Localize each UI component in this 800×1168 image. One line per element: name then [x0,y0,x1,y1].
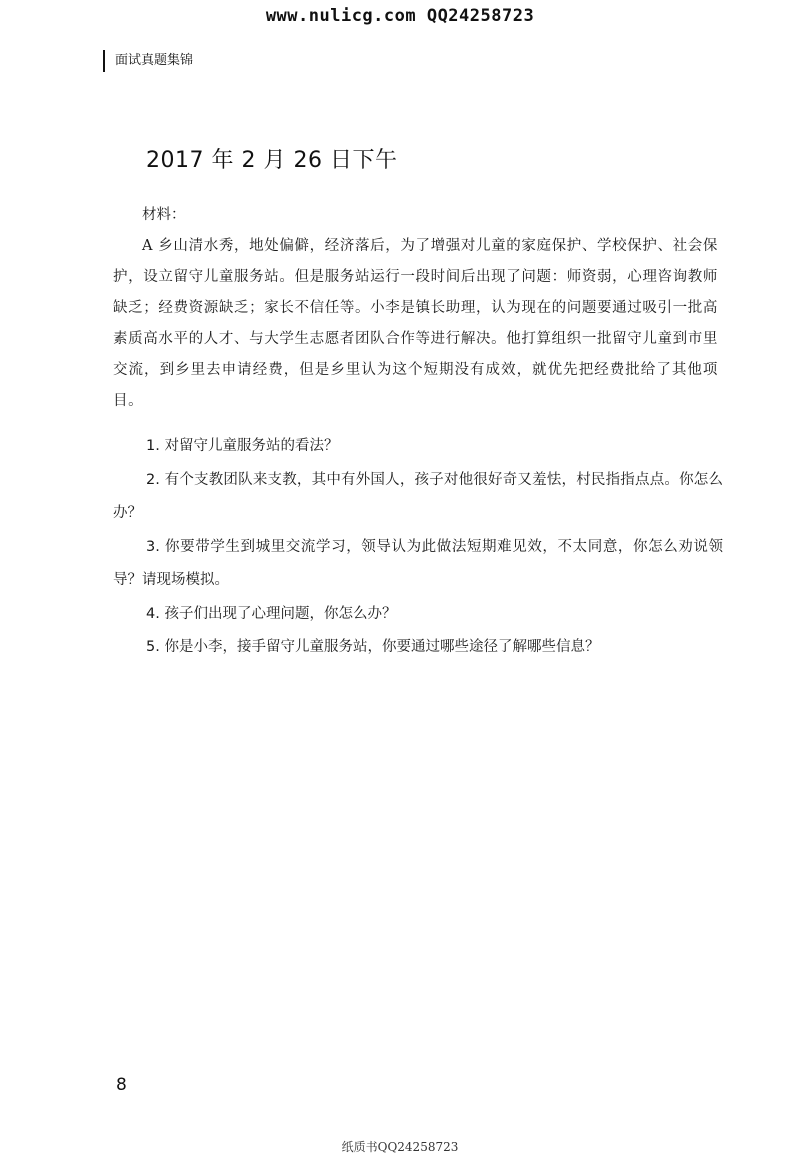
question-item: 3. 你要带学生到城里交流学习，领导认为此做法短期难见效，不太同意，你怎么劝说领导？请现场模拟。 [113,538,723,588]
question-item: 2. 有个支教团队来支教，其中有外国人，孩子对他很好奇又羞怯，村民指指点点。你怎么办？ [113,471,723,521]
material-section [113,200,718,417]
question-item: 1. 对留守儿童服务站的看法？ [146,438,339,454]
watermark-header: www.nulicg.com QQ24258723 [265,6,535,26]
question-list [113,430,723,665]
question-item: 5. 你是小李，接手留守儿童服务站，你要通过哪些途径了解哪些信息？ [146,639,600,655]
material-paragraph: A 乡山清水秀，地处偏僻，经济落后，为了增强对儿童的家庭保护、学校保护、社会保护，设立留守儿童服务站。但是服务站运行一段时间后出现了问题：师资弱，心理咨询教师缺乏；经费资源缺乏；家长不信任等。小李是镇长助理，认为现在的问题要通过吸引一批高素质高水平的人才、与大学生志愿者团队合作等进行解决。他打算组织一批留守儿童到市里交流，到乡里去申请经费，但是乡里认为这个短期没有成效，就优先把经费批给了其他项目。 [113,238,718,409]
question-item: 4. 孩子们出现了心理问题，你怎么办？ [146,605,397,622]
page-number: 8 [116,1075,127,1095]
running-head: 面试真题集锦 [103,50,193,72]
material-label: 材料： [142,207,186,223]
watermark-footer: 纸质书QQ24258723 [341,1140,459,1154]
section-title: 2017 年 2 月 26 日下午 [146,148,398,173]
